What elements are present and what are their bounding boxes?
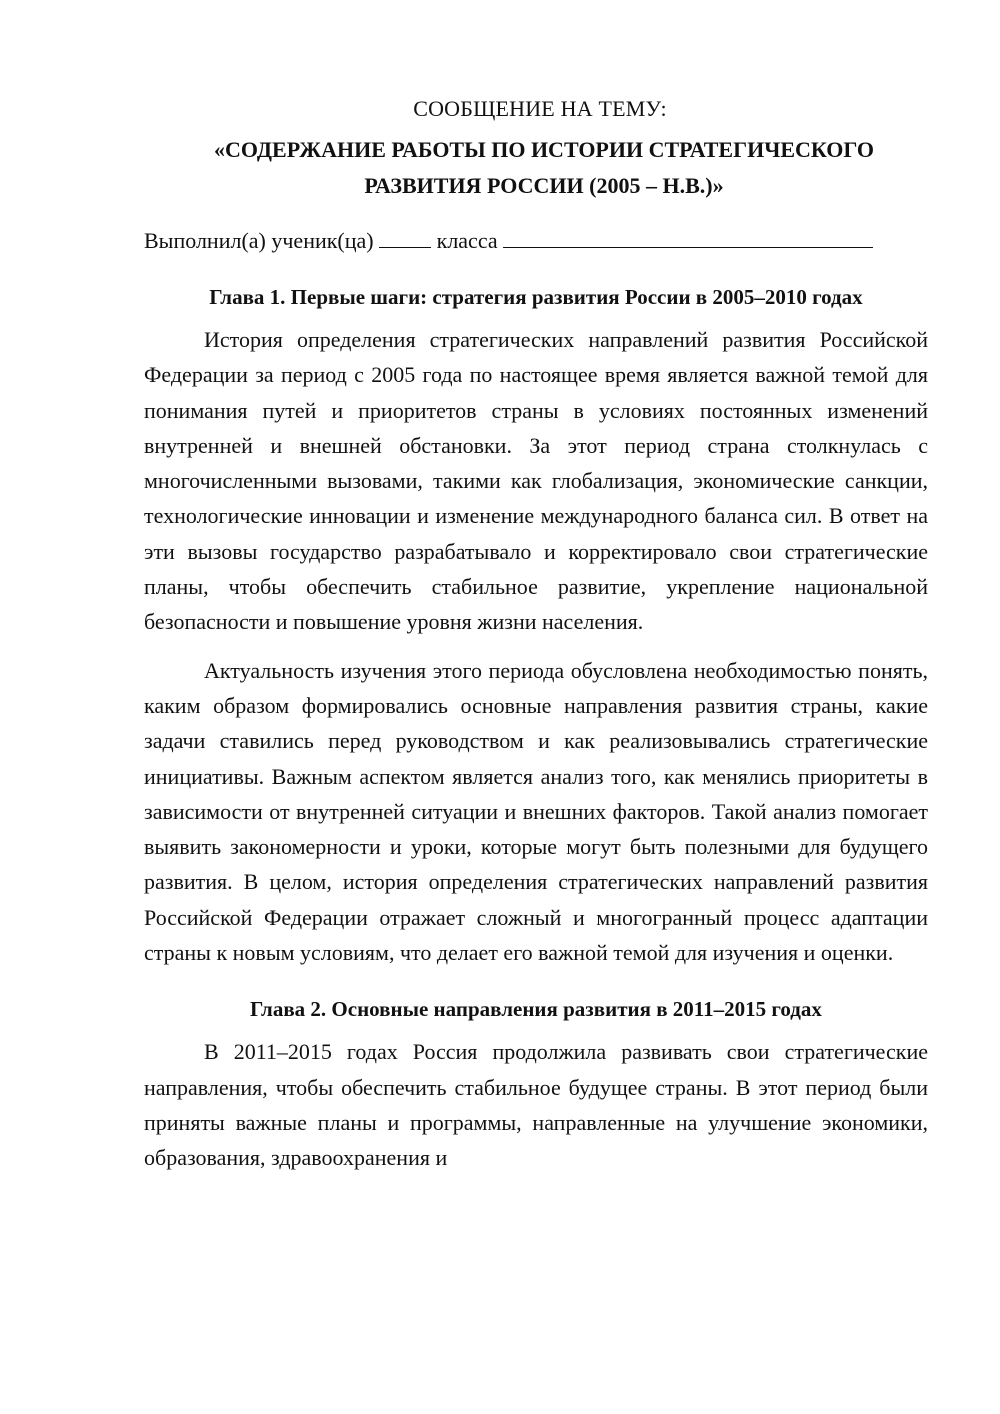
chapter-2-paragraph-1: В 2011–2015 годах Россия продолжила развивать свои стратегические направления, чтобы обеспечить стабильное будущее страны. В этот период были приняты важные планы и программы, направленные на улучшение экономики, образования, здравоохранения и: [144, 1039, 928, 1171]
class-name-blank: [503, 225, 873, 248]
chapter-1-paragraph-1: История определения стратегических направлений развития Российской Федерации за период с 2005 года по настоящее время является важной темой для понимания путей и приоритетов страны в условиях постоянных изменений внутренней и внешней обстановки. За этот период страна столкнулась с многочисленными вызовами, такими как глобализация, экономические санкции, технологические инновации и изменение международного баланса сил. В ответ на эти вызовы государство разрабатывало и корректировало свои стратегические планы, чтобы обеспечить стабильное развитие, укрепление национальной безопасности и повышение уровня жизни населения.: [144, 327, 928, 635]
document-title-line-1: «СОДЕРЖАНИЕ РАБОТЫ ПО ИСТОРИИ СТРАТЕГИЧЕСКОГО: [214, 137, 874, 162]
grade-blank: [379, 225, 431, 248]
author-prefix: Выполнил(а) ученик(ца): [144, 228, 374, 253]
document-page: [144, 92, 928, 1176]
topic-label: СООБЩЕНИЕ НА ТЕМУ:: [413, 96, 667, 121]
class-label: класса: [436, 228, 498, 253]
chapter-1-heading: Глава 1. Первые шаги: стратегия развития России в 2005–2010 годах: [209, 285, 863, 309]
chapter-2-heading: Глава 2. Основные направления развития в 2011–2015 годах: [250, 997, 822, 1022]
document-title: [144, 132, 928, 204]
author-line: [144, 224, 928, 258]
document-title-line-2: РАЗВИТИЯ РОССИИ (2005 – Н.В.)»: [364, 173, 724, 198]
chapter-1-paragraph-2: Актуальность изучения этого периода обусловлена необходимостью понять, каким образом формировались основные направления развития страны, какие задачи ставились перед руководством и как реализовывались стратегические инициативы. Важным аспектом является анализ того, как менялись приоритеты в зависимости от внутренней ситуации и внешних факторов. Такой анализ помогает выявить закономерности и уроки, которые могут быть полезными для будущего развития. В целом, история определения стратегических направлений развития Российской Федерации отражает сложный и многогранный процесс адаптации страны к новым условиям, что делает его важной темой для изучения и оценки.: [144, 657, 928, 966]
